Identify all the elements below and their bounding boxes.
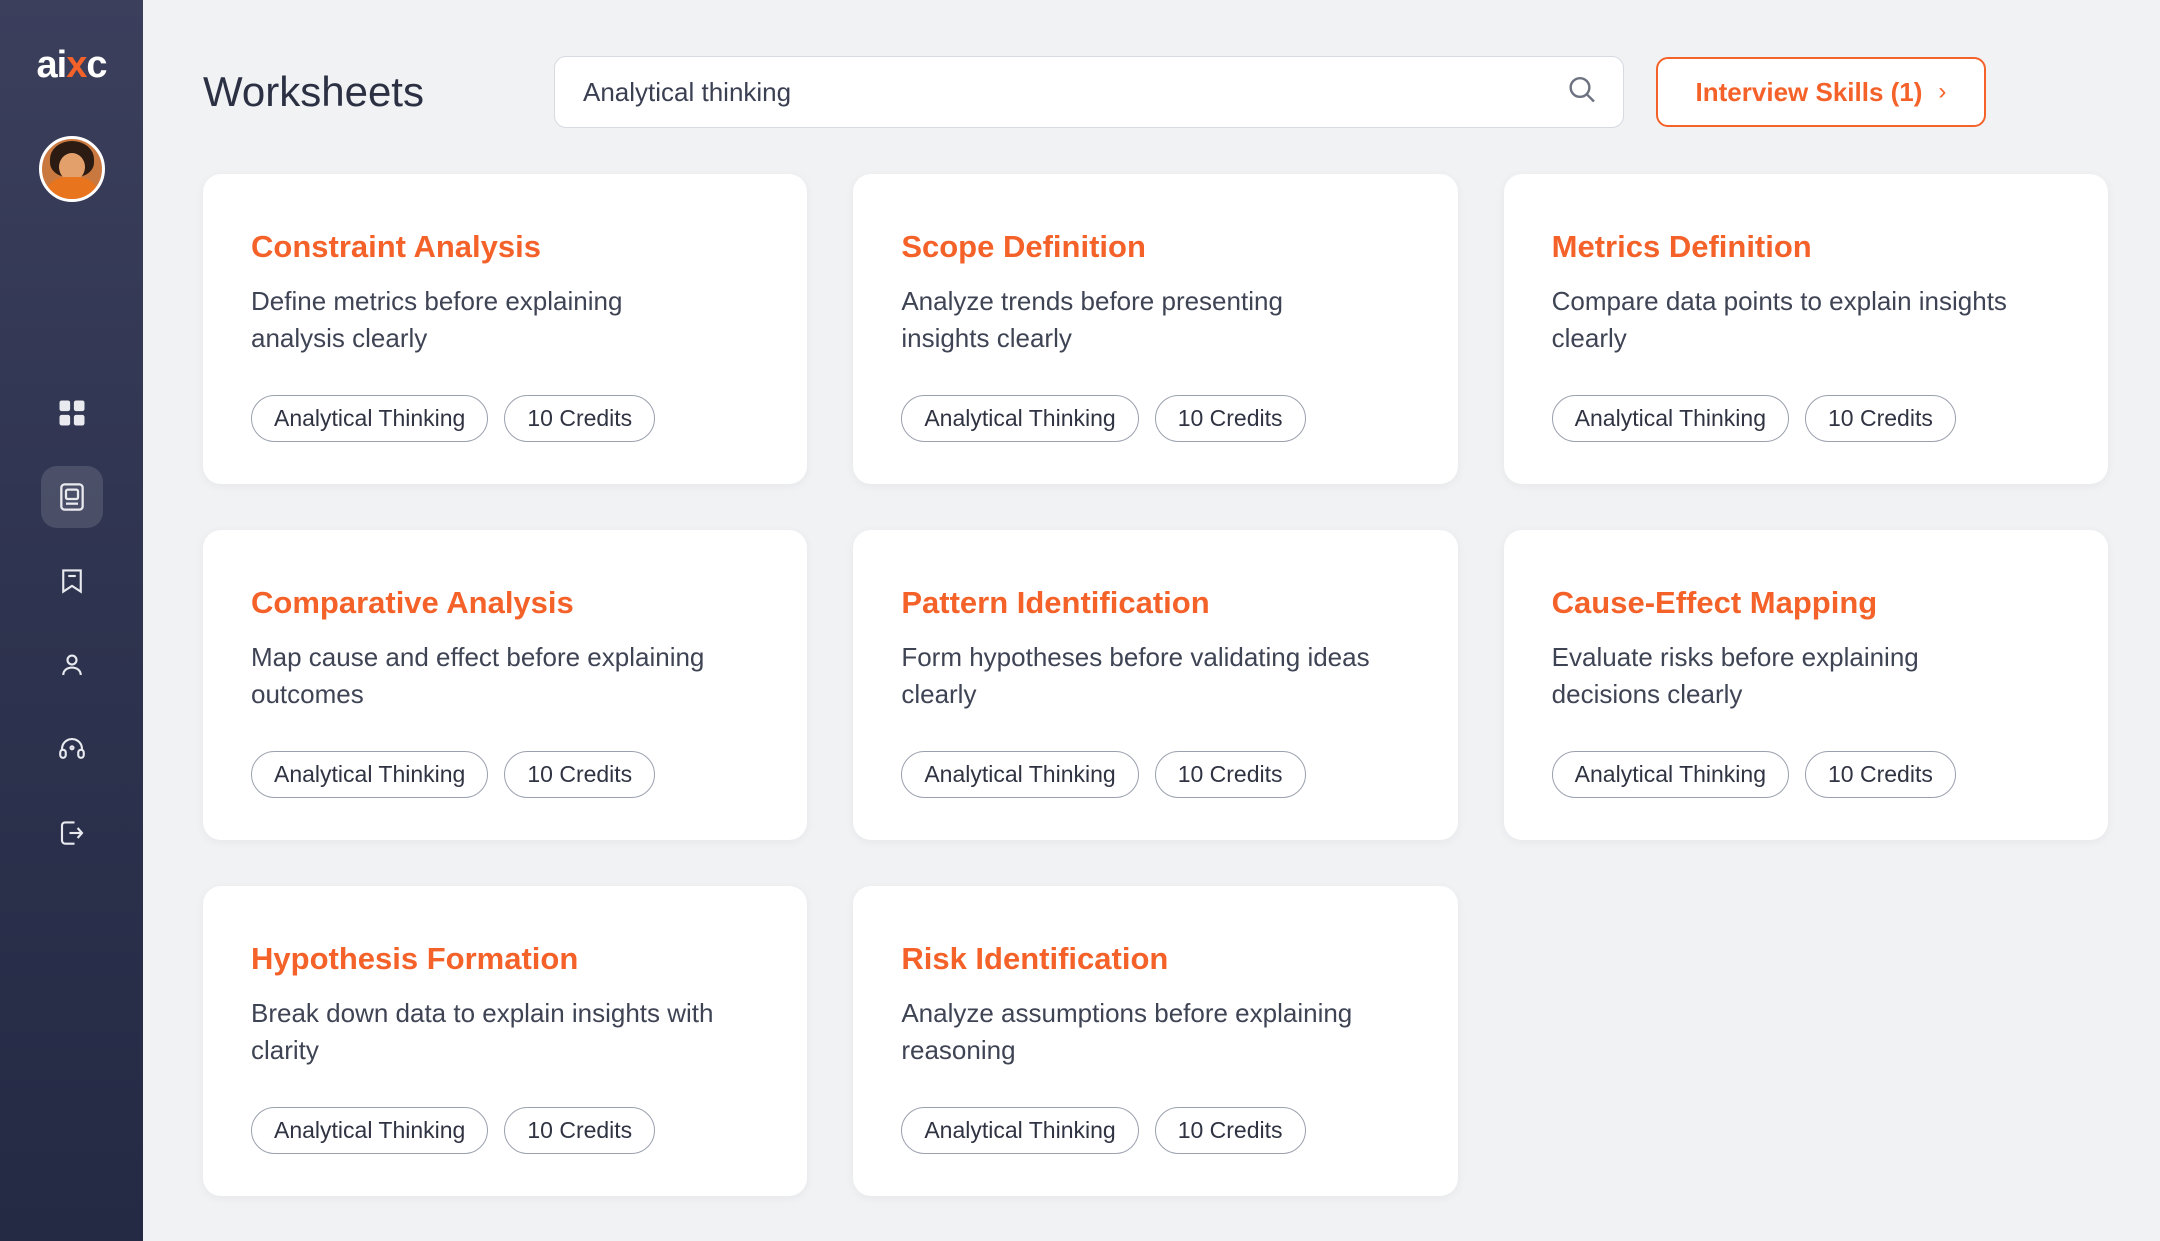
card-description: Map cause and effect before explaining outcomes	[251, 642, 705, 710]
sidebar-nav	[0, 382, 143, 864]
card-tags	[251, 751, 759, 798]
logout-icon	[57, 818, 87, 848]
sidebar-item-bookmarks[interactable]	[41, 550, 103, 612]
user-icon	[57, 650, 87, 680]
card-tags	[1552, 395, 2060, 442]
headset-icon	[57, 734, 87, 764]
card-description: Compare data points to explain insights clearly	[1551, 286, 2007, 354]
card-title: Scope Definition	[901, 229, 1146, 264]
tag-credits: 10 Credits	[1805, 751, 1956, 798]
logo-text-x: x	[66, 44, 87, 86]
sidebar-item-dashboard[interactable]	[41, 382, 103, 444]
sidebar-item-support[interactable]	[41, 718, 103, 780]
main-content	[143, 0, 2160, 1241]
card-tags	[1552, 751, 2060, 798]
interview-skills-button[interactable]	[1656, 57, 1986, 127]
tag-credits: 10 Credits	[1155, 395, 1306, 442]
worksheet-card[interactable]	[853, 530, 1457, 840]
card-title: Pattern Identification	[901, 585, 1210, 620]
tag-skill: Analytical Thinking	[901, 395, 1138, 442]
card-description: Evaluate risks before explaining decisions clearly	[1551, 642, 1919, 710]
worksheet-card[interactable]	[1504, 530, 2108, 840]
interview-skills-label: Interview Skills (1)	[1695, 76, 1923, 107]
card-tags	[901, 395, 1409, 442]
search-icon[interactable]	[1566, 74, 1598, 111]
tag-credits: 10 Credits	[504, 751, 655, 798]
card-tags	[901, 1107, 1409, 1154]
worksheet-grid	[143, 174, 2160, 1196]
card-tags	[251, 1107, 759, 1154]
card-description: Analyze trends before presenting insights clearly	[901, 286, 1283, 354]
tag-skill: Analytical Thinking	[251, 751, 488, 798]
avatar[interactable]	[39, 136, 105, 202]
logo-text-c: c	[86, 44, 107, 86]
worksheet-card[interactable]	[853, 174, 1457, 484]
tag-credits: 10 Credits	[1155, 1107, 1306, 1154]
worksheet-card[interactable]	[203, 530, 807, 840]
card-description: Analyze assumptions before explaining reasoning	[901, 998, 1353, 1066]
tag-skill: Analytical Thinking	[901, 1107, 1138, 1154]
search-input[interactable]	[554, 56, 1624, 128]
card-title: Metrics Definition	[1551, 229, 1812, 264]
tag-skill: Analytical Thinking	[1552, 751, 1789, 798]
card-tags	[251, 395, 759, 442]
worksheet-card[interactable]	[1504, 174, 2108, 484]
sidebar-item-worksheets[interactable]	[41, 466, 103, 528]
card-description: Define metrics before explaining analysis clearly	[251, 286, 623, 354]
tag-credits: 10 Credits	[1155, 751, 1306, 798]
tag-credits: 10 Credits	[504, 395, 655, 442]
tag-skill: Analytical Thinking	[251, 395, 488, 442]
sidebar-item-profile[interactable]	[41, 634, 103, 696]
topbar	[143, 0, 2160, 128]
tag-credits: 10 Credits	[504, 1107, 655, 1154]
bookmark-icon	[57, 566, 87, 596]
worksheets-icon	[56, 481, 88, 513]
search-container	[554, 56, 1624, 128]
grid-icon	[57, 398, 87, 428]
tag-credits: 10 Credits	[1805, 395, 1956, 442]
app-logo	[37, 42, 107, 88]
card-description: Break down data to explain insights with clarity	[251, 998, 714, 1066]
tag-skill: Analytical Thinking	[1552, 395, 1789, 442]
worksheet-card[interactable]	[203, 174, 807, 484]
worksheet-card[interactable]	[853, 886, 1457, 1196]
sidebar-item-logout[interactable]	[41, 802, 103, 864]
sidebar	[0, 0, 143, 1241]
card-title: Constraint Analysis	[251, 229, 541, 264]
card-title: Risk Identification	[901, 941, 1169, 976]
card-title: Comparative Analysis	[251, 585, 574, 620]
chevron-right-icon: ›	[1938, 78, 1947, 105]
page-title: Worksheets	[203, 68, 424, 115]
card-title: Cause-Effect Mapping	[1551, 585, 1878, 620]
avatar-body	[44, 177, 100, 199]
card-tags	[901, 751, 1409, 798]
worksheet-card[interactable]	[203, 886, 807, 1196]
card-description: Form hypotheses before validating ideas clearly	[901, 642, 1370, 710]
card-title: Hypothesis Formation	[251, 941, 579, 976]
logo-text-a: ai	[36, 44, 67, 86]
tag-skill: Analytical Thinking	[901, 751, 1138, 798]
tag-skill: Analytical Thinking	[251, 1107, 488, 1154]
